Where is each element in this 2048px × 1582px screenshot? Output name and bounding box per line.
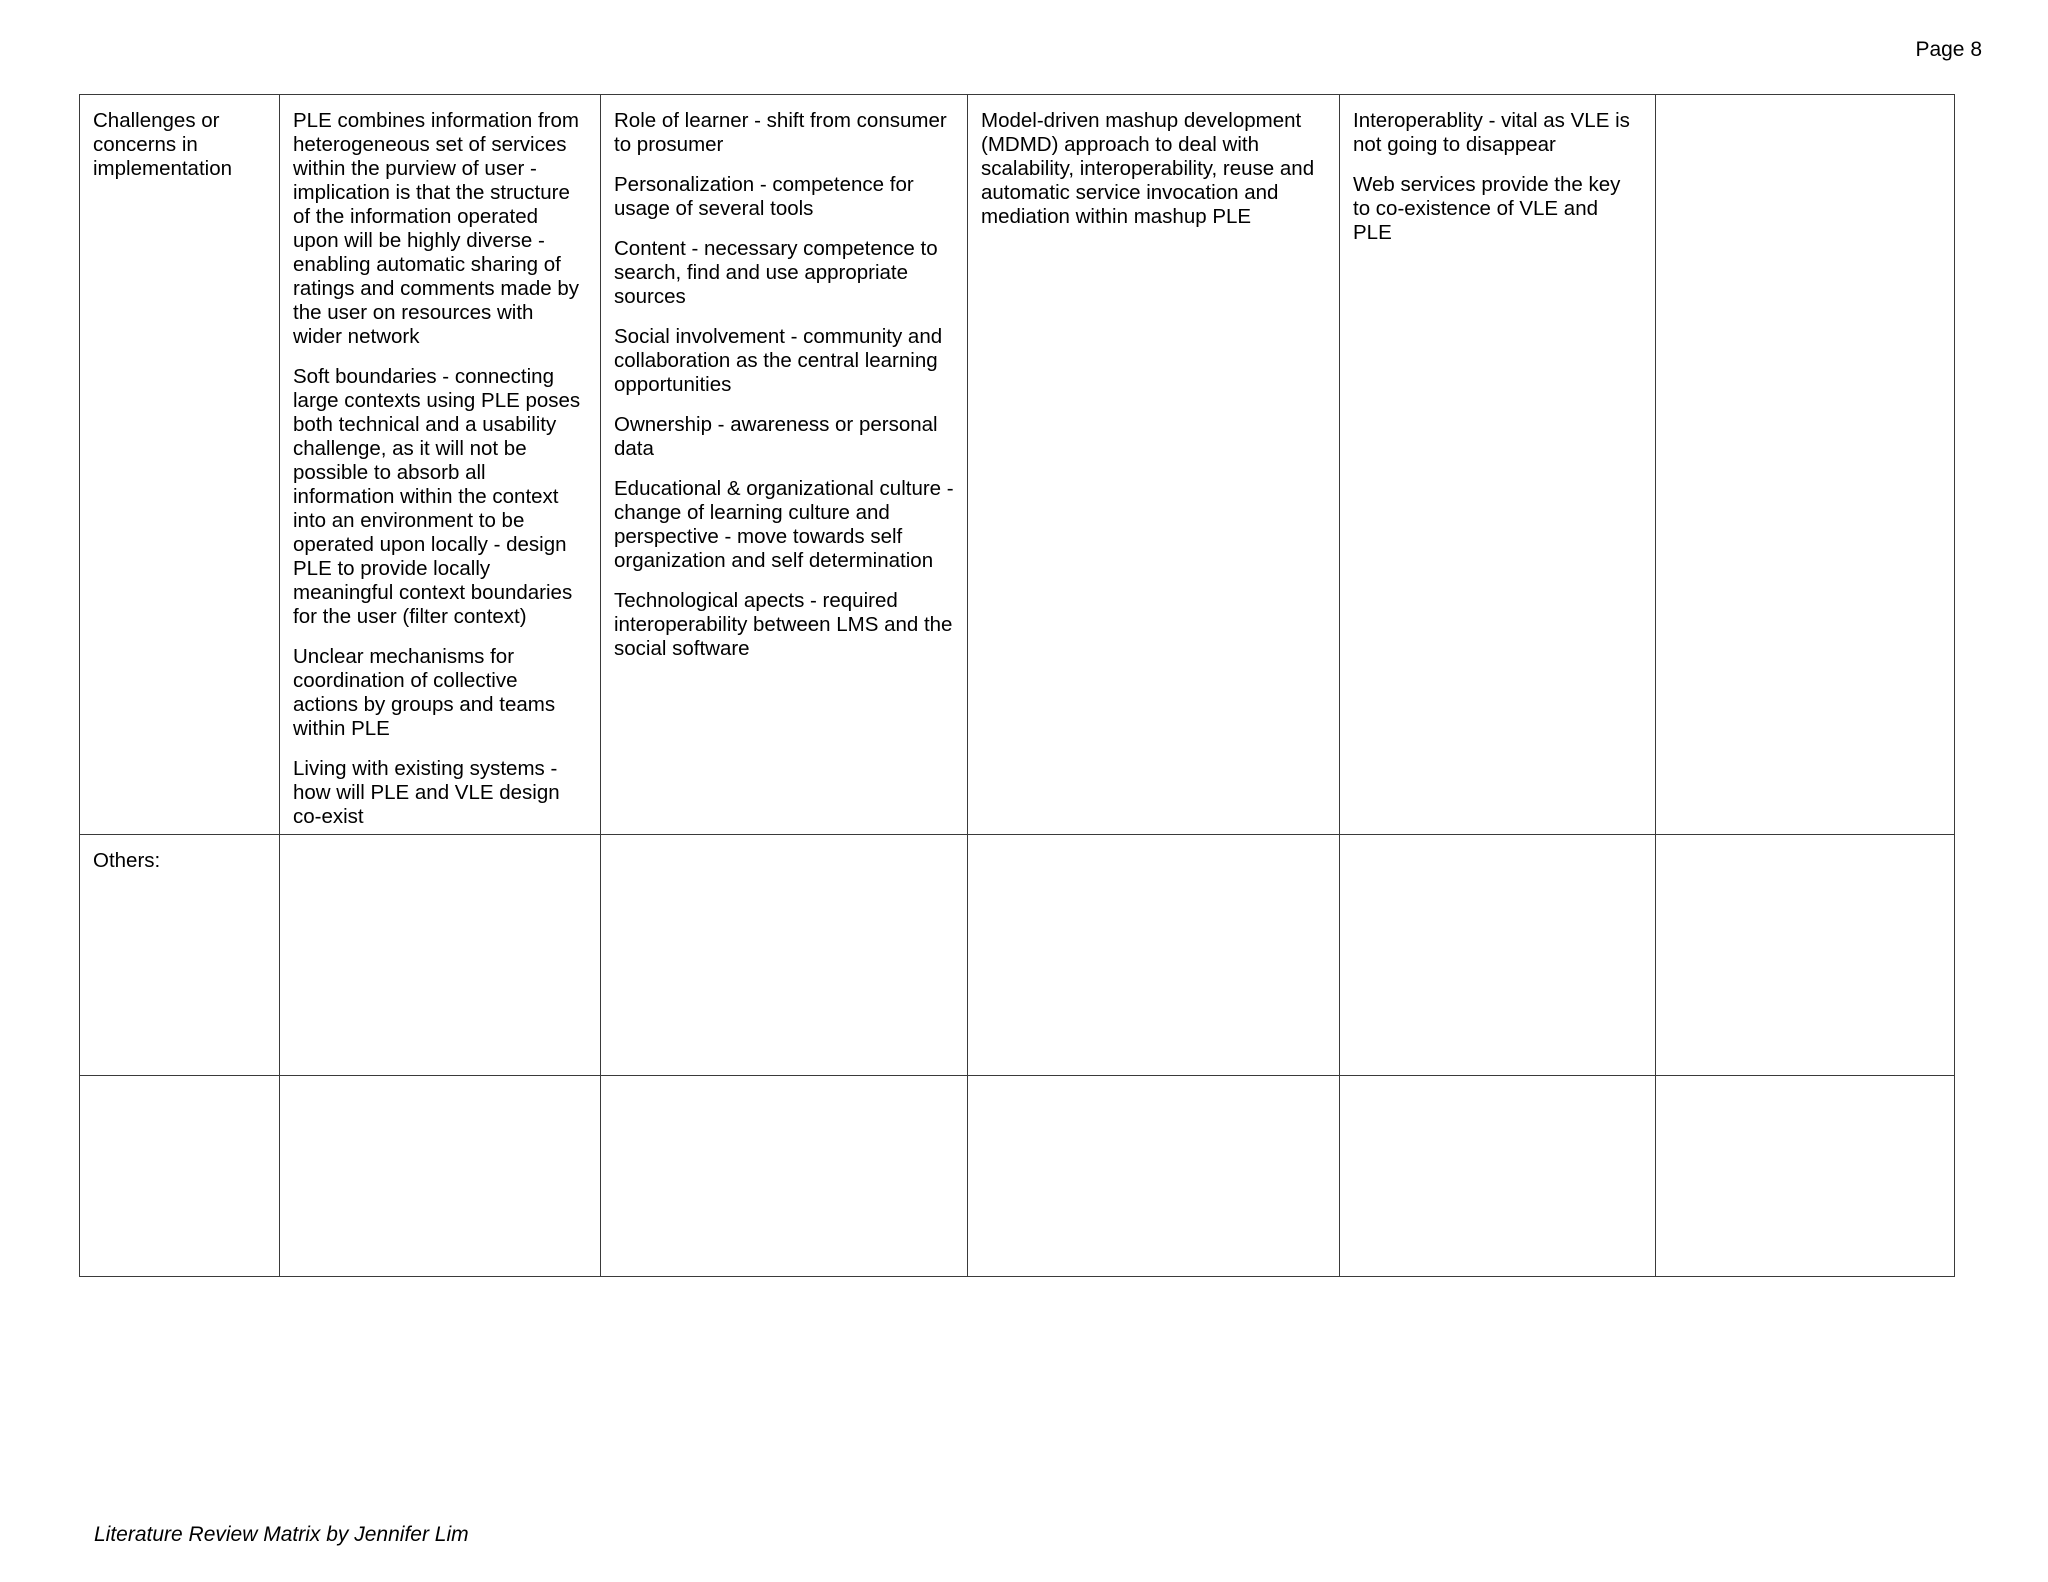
row-label-cell — [80, 835, 280, 1076]
cell-paragraph: Role of learner - shift from consumer to prosumer — [614, 109, 947, 156]
row-label-cell — [80, 1076, 280, 1277]
table-row-empty — [80, 1076, 1955, 1277]
matrix-cell-empty — [280, 1076, 601, 1277]
cell-paragraph: Personalization - competence for usage of several tools — [614, 173, 914, 220]
matrix-cell-empty — [601, 1076, 968, 1277]
cell-paragraph: Living with existing systems - how will PLE and VLE design co-exist — [293, 757, 560, 828]
page-number: Page 8 — [1915, 38, 1982, 61]
page-footer: Literature Review Matrix by Jennifer Lim — [94, 1523, 469, 1546]
cell-paragraph: Educational & organizational culture - change of learning culture and perspective - move towards self organization and self determination — [614, 477, 954, 572]
cell-paragraph: Content - necessary competence to search, find and use appropriate sources — [614, 237, 938, 308]
literature-review-matrix — [79, 94, 1955, 1277]
matrix-cell-empty — [1340, 1076, 1656, 1277]
matrix-cell-empty — [280, 835, 601, 1076]
table-row-challenges — [80, 95, 1955, 835]
cell-paragraph: Social involvement - community and collaboration as the central learning opportunities — [614, 325, 943, 396]
row-label: Others: — [93, 849, 161, 872]
table-row-others — [80, 835, 1955, 1076]
matrix-cell-empty — [1656, 95, 1955, 835]
cell-paragraph: Unclear mechanisms for coordination of collective actions by groups and teams within PLE — [293, 645, 556, 740]
cell-paragraph: Web services provide the key to co-existence of VLE and PLE — [1353, 173, 1621, 244]
cell-paragraph: Technological apects - required interoperability between LMS and the social software — [614, 589, 953, 660]
cell-paragraph: Model-driven mashup development (MDMD) approach to deal with scalability, interoperability, reuse and automatic service invocation and mediation within mashup PLE — [981, 109, 1315, 228]
cell-paragraph: Interoperablity - vital as VLE is not going to disappear — [1353, 109, 1630, 156]
matrix-cell-empty — [1656, 835, 1955, 1076]
matrix-cell — [280, 95, 601, 835]
row-label-cell — [80, 95, 280, 835]
matrix-cell-empty — [601, 835, 968, 1076]
matrix-cell-empty — [1656, 1076, 1955, 1277]
matrix-cell-empty — [968, 835, 1340, 1076]
row-label: Challenges or concerns in implementation — [93, 109, 233, 180]
matrix-cell — [1340, 95, 1656, 835]
matrix-cell-empty — [968, 1076, 1340, 1277]
matrix-cell-empty — [1340, 835, 1656, 1076]
matrix-cell — [968, 95, 1340, 835]
matrix-cell — [601, 95, 968, 835]
cell-paragraph: Ownership - awareness or personal data — [614, 413, 938, 460]
cell-paragraph: PLE combines information from heterogeneous set of services within the purview of user - implication is that the structure of the information operated upon will be highly diverse - enabling automatic sharing of ratings and comments made by the user on resources with wider network — [293, 109, 579, 348]
cell-paragraph: Soft boundaries - connecting large contexts using PLE poses both technical and a usability challenge, as it will not be possible to absorb all information within the context into an environment to be operated upon locally - design PLE to provide locally meaningful context boundaries for the user (filter context) — [293, 365, 581, 628]
